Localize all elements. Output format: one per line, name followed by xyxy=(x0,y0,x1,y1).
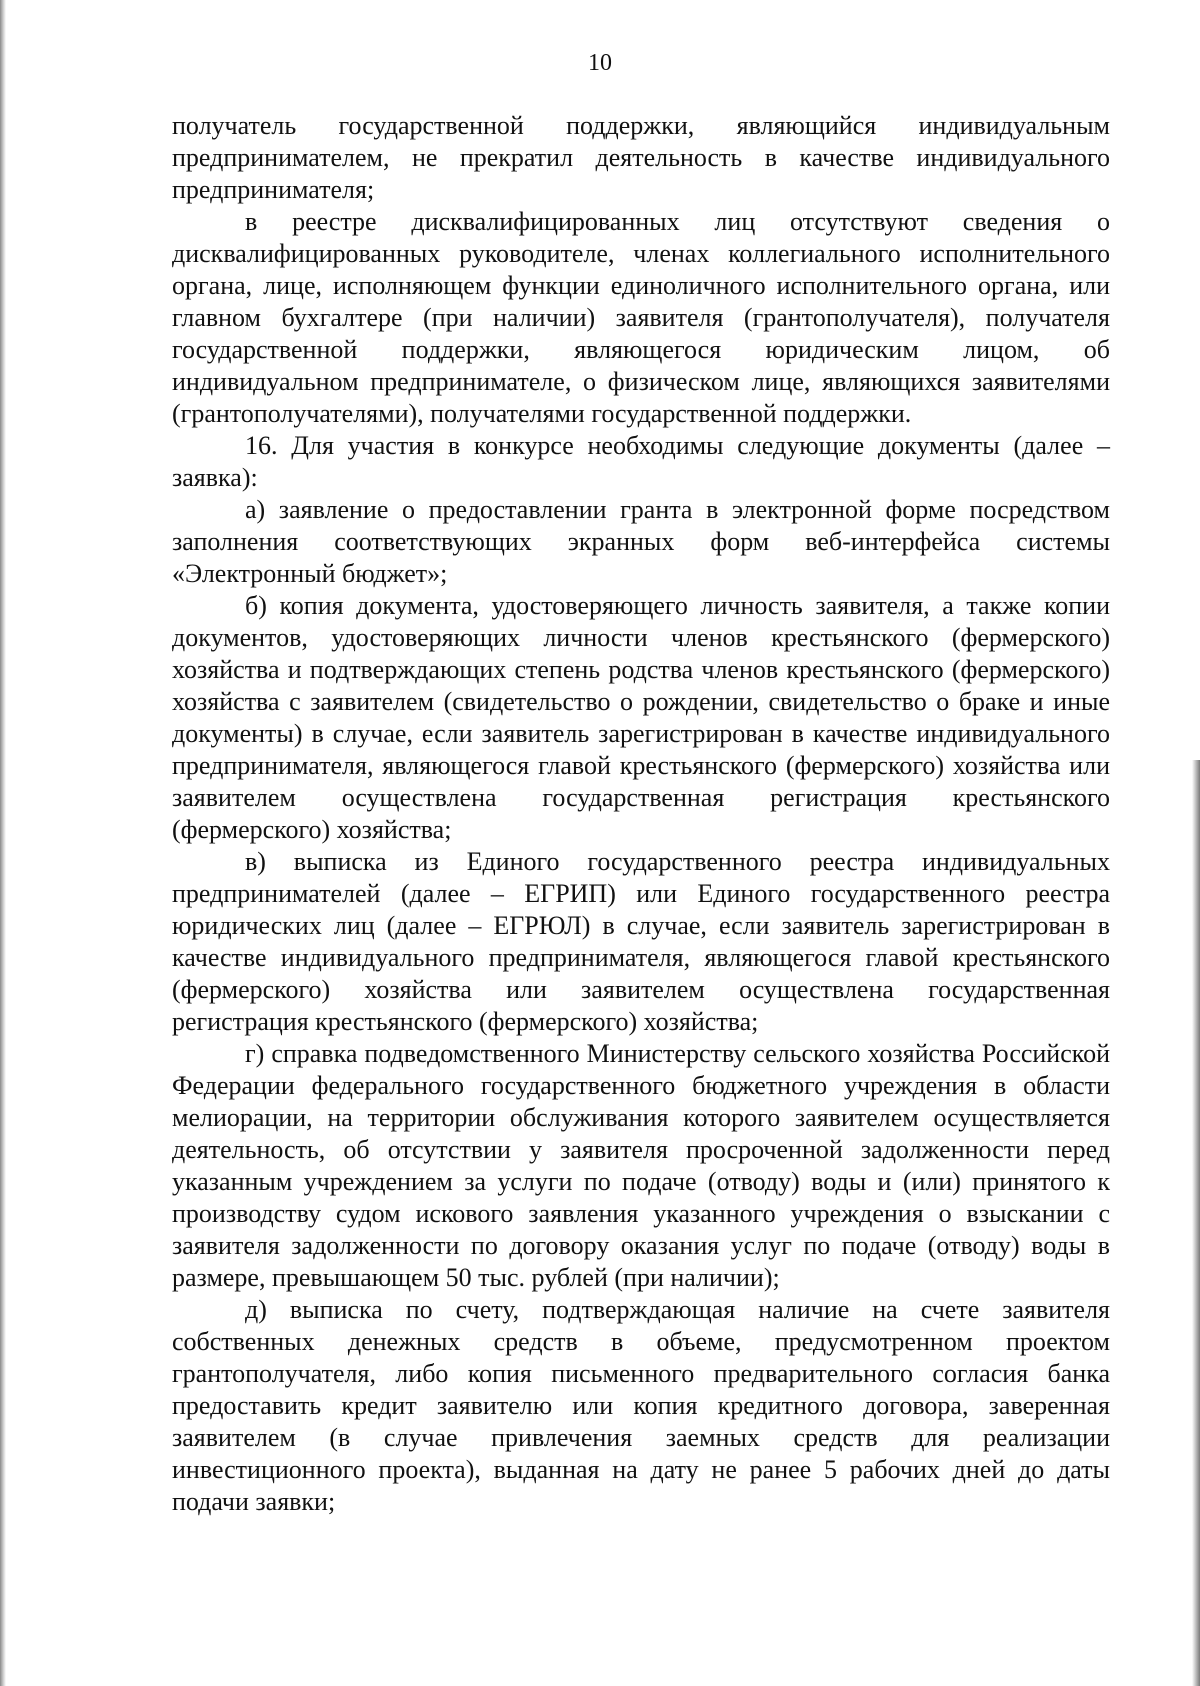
paragraph-disqualified-registry: в реестре дисквалифицированных лиц отсутствуют сведения о дисквалифицированных руководителе, членах коллегиального исполнительного органа, лице, исполняющем функции единоличного исполнительного органа, или главном бухгалтере (при наличии) заявителя (грантополучателя), получателя государственной поддержки, являющегося юридическим лицом, об индивидуальном предпринимателе, о физическом лице, являющихся заявителями (грантополучателями), получателями государственной поддержки. xyxy=(172,207,1110,428)
paragraph-subitem-d: д) выписка по счету, подтверждающая наличие на счете заявителя собственных денежных средств в объеме, предусмотренном проектом грантополучателя, либо копия письменного предварительного согласия банка предоставить кредит заявителю или копия кредитного договора, заверенная заявителем (в случае привлечения заемных средств для реализации инвестиционного проекта), выданная на дату не ранее 5 рабочих дней до даты подачи заявки; xyxy=(172,1295,1110,1516)
page-number: 10 xyxy=(588,50,612,76)
paragraph-subitem-g: г) справка подведомственного Министерству сельского хозяйства Российской Федерации федерального государственного бюджетного учреждения в области мелиорации, на территории обслуживания которого заявителем осуществляется деятельность, об отсутствии у заявителя просроченной задолженности перед указанным учреждением за услуги по подаче (отводу) воды и (или) принятого к производству судом искового заявления указанного учреждения о взыскании с заявителя задолженности по договору оказания услуг по подаче (отводу) воды в размере, превышающем 50 тыс. рублей (при наличии); xyxy=(172,1039,1110,1292)
paragraph-subitem-v: в) выписка из Единого государственного реестра индивидуальных предпринимателей (далее – ЕГРИП) или Единого государственного реестра юридических лиц (далее – ЕГРЮЛ) в случае, если заявитель зарегистрирован в качестве индивидуального предпринимателя, являющегося главой крестьянского (фермерского) хозяйства или заявителем осуществлена государственная регистрация крестьянского (фермерского) хозяйства; xyxy=(172,847,1110,1036)
scan-edge-right xyxy=(1192,760,1200,1686)
scan-edge-left xyxy=(0,0,6,1686)
document-body xyxy=(172,110,1110,1518)
paragraph-subitem-a: а) заявление о предоставлении гранта в электронной форме посредством заполнения соответствующих экранных форм веб-интерфейса системы «Электронный бюджет»; xyxy=(172,495,1110,588)
paragraph-subitem-b: б) копия документа, удостоверяющего личность заявителя, а также копии документов, удостоверяющих личности членов крестьянского (фермерского) хозяйства и подтверждающих степень родства членов крестьянского (фермерского) хозяйства с заявителем (свидетельство о рождении, свидетельство о браке и иные документы) в случае, если заявитель зарегистрирован в качестве индивидуального предпринимателя, являющегося главой крестьянского (фермерского) хозяйства или заявителем осуществлена государственная регистрация крестьянского (фермерского) хозяйства; xyxy=(172,591,1110,844)
paragraph-continuation: получатель государственной поддержки, являющийся индивидуальным предпринимателем, не прекратил деятельность в качестве индивидуального предпринимателя; xyxy=(172,111,1110,204)
paragraph-item-16: 16. Для участия в конкурсе необходимы следующие документы (далее – заявка): xyxy=(172,431,1110,492)
